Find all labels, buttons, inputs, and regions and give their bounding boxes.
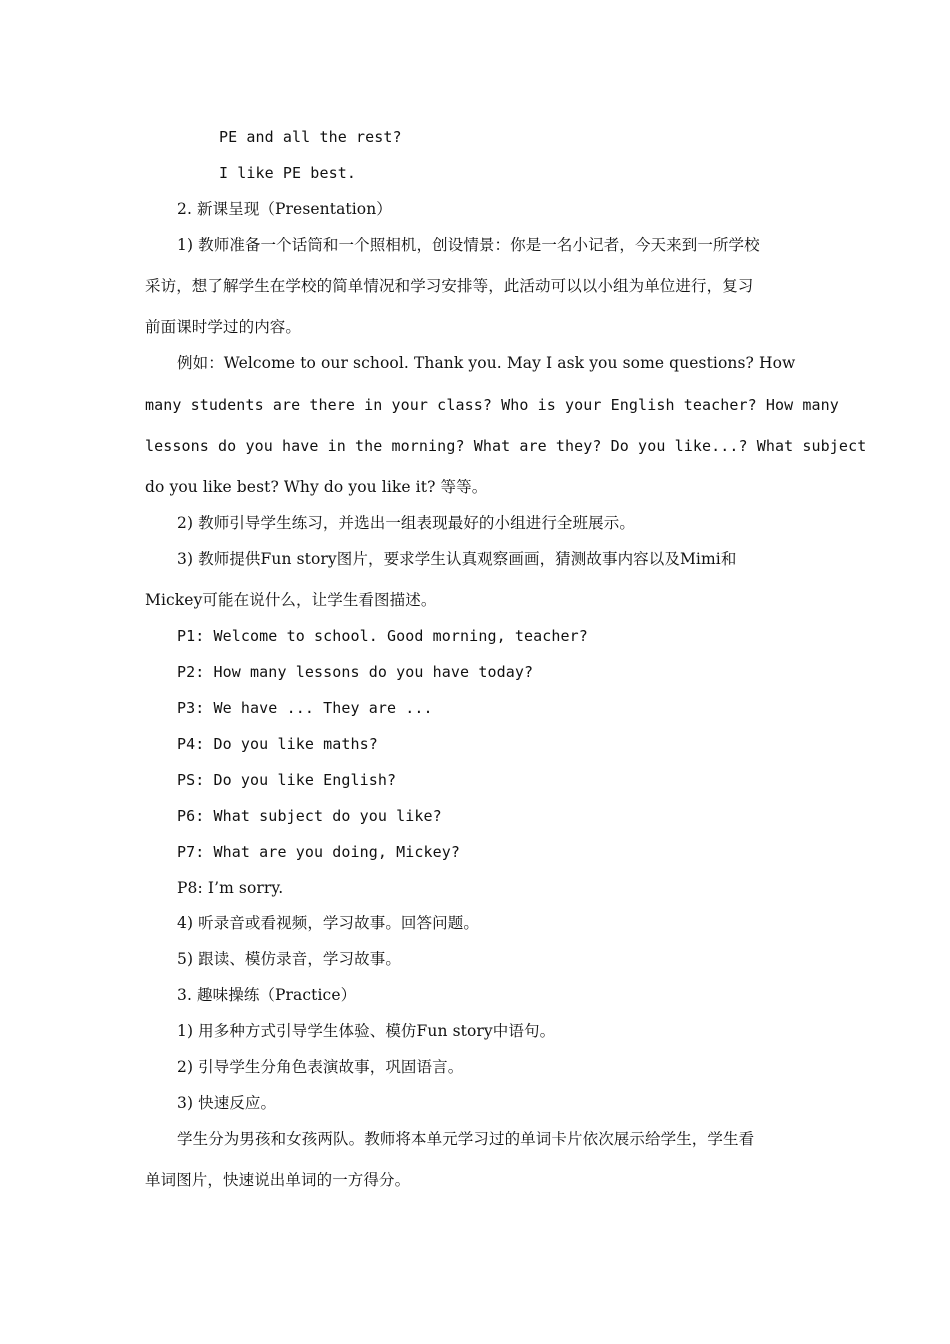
section-heading-presentation: 2. 新课呈现（Presentation） bbox=[177, 200, 392, 218]
picture-line-1: P1: Welcome to school. Good morning, teacher? bbox=[177, 627, 588, 645]
paragraph-4: 4) 听录音或看视频，学习故事。回答问题。 bbox=[177, 914, 479, 932]
example-line-2: many students are there in your class? Who is your English teacher? How many bbox=[145, 396, 839, 414]
paragraph-3-line-1: 3) 教师提供Fun story图片，要求学生认真观察画画，猜测故事内容以及Mimi和 bbox=[177, 550, 737, 568]
picture-line-6: P6: What subject do you like? bbox=[177, 807, 442, 825]
practice-item-3: 3) 快速反应。 bbox=[177, 1094, 277, 1112]
paragraph-1-line-1: 1) 教师准备一个话筒和一个照相机，创设情景：你是一名小记者，今天来到一所学校 bbox=[177, 236, 760, 254]
paragraph-5: 5) 跟读、模仿录音，学习故事。 bbox=[177, 950, 401, 968]
picture-line-7: P7: What are you doing, Mickey? bbox=[177, 843, 461, 861]
practice-item-1: 1) 用多种方式引导学生体验、模仿Fun story中语句。 bbox=[177, 1022, 556, 1040]
dialogue-line-pe-all: PE and all the rest? bbox=[219, 128, 402, 146]
paragraph-2: 2) 教师引导学生练习，并选出一组表现最好的小组进行全班展示。 bbox=[177, 514, 635, 532]
picture-line-3: P3: We have ... They are ... bbox=[177, 699, 433, 717]
picture-line-8: P8: I’m sorry. bbox=[177, 879, 284, 897]
picture-line-2: P2: How many lessons do you have today? bbox=[177, 663, 534, 681]
paragraph-1-line-2: 采访，想了解学生在学校的简单情况和学习安排等，此活动可以以小组为单位进行，复习 bbox=[145, 277, 754, 295]
picture-line-4: P4: Do you like maths? bbox=[177, 735, 378, 753]
paragraph-1-line-3: 前面课时学过的内容。 bbox=[145, 318, 302, 336]
practice-item-2: 2) 引导学生分角色表演故事，巩固语言。 bbox=[177, 1058, 464, 1076]
paragraph-3-line-2: Mickey可能在说什么，让学生看图描述。 bbox=[145, 591, 437, 609]
example-line-3: lessons do you have in the morning? What are they? Do you like...? What subject bbox=[145, 437, 867, 455]
picture-line-5: PS: Do you like English? bbox=[177, 771, 397, 789]
final-paragraph-line-2: 单词图片，快速说出单词的一方得分。 bbox=[145, 1171, 411, 1189]
section-heading-practice: 3. 趣味操练（Practice） bbox=[177, 986, 357, 1004]
example-line-1: 例如：Welcome to our school. Thank you. May I ask you some questions? How bbox=[177, 354, 796, 372]
example-line-4: do you like best? Why do you like it? 等等。 bbox=[145, 478, 488, 496]
dialogue-line-i-like-pe: I like PE best. bbox=[219, 164, 356, 182]
final-paragraph-line-1: 学生分为男孩和女孩两队。教师将本单元学习过的单词卡片依次展示给学生，学生看 bbox=[177, 1130, 755, 1148]
